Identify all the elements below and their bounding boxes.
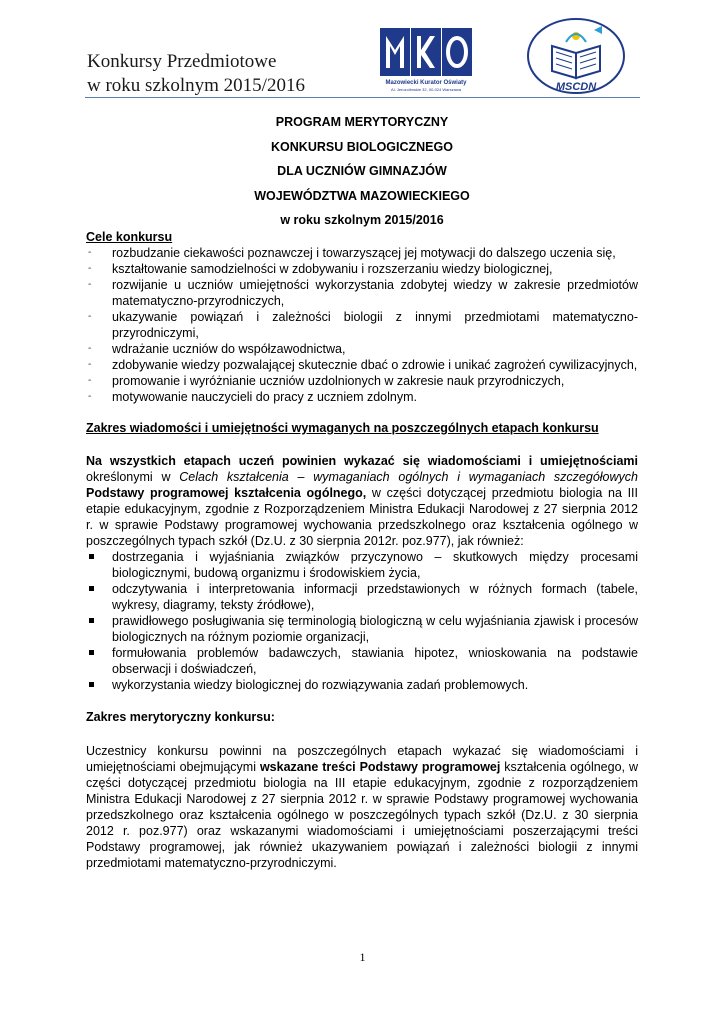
scope-text-2: w części dotyczącej przedmiotu biologia na III etapie edukacyjnym, zgodnie z Rozporządzeniem Ministra Edukacji Narodowej z 27 sierpnia 2012 r. w sprawie Podstawy programowej wychowania przedszkolnego oraz kształcenia ogólnego w poszczególnych typach szkół (Dz.U. z 30 sierpnia 2012r. poz.977), jak również: bbox=[86, 486, 639, 548]
title-line2: KONKURSU BIOLOGICZNEGO bbox=[271, 139, 453, 154]
goals-item: ‐ kształtowanie samodzielności w zdobywaniu i rozszerzaniu wiedzy biologicznej, bbox=[86, 261, 638, 277]
goals-item: ‐ rozwijanie u uczniów umiejętności wykorzystania zdobytej wiedzy w zakresie przedmiotów matematyczno-przyrodniczych, bbox=[86, 277, 638, 309]
scope-item: odczytywania i interpretowania informacji przedstawionych w różnych formach (tabele, wykresy, diagramy, teksty źródłowe), bbox=[86, 581, 638, 613]
goals-item: ‐ wdrażanie uczniów do współzawodnictwa, bbox=[86, 341, 638, 357]
header-title-line1: Konkursy Przedmiotowe bbox=[87, 51, 277, 72]
goals-item: ‐ rozbudzanie ciekawości poznawczej i towarzyszącej jej motywacji do dalszego uczenia się, bbox=[86, 245, 638, 261]
header-title bbox=[87, 50, 305, 98]
title-line1: PROGRAM MERYTORYCZNY bbox=[275, 115, 449, 129]
goals-item: ‐ zdobywanie wiedzy pozwalającej skutecznie dbać o zdrowie i unikać zagrożeń cywilizacyjnych, bbox=[86, 357, 638, 373]
scope-paragraph bbox=[86, 453, 638, 549]
scope-item: dostrzegania i wyjaśniania związków przyczynowo – skutkowych między procesami biologicznymi, budową organizmu i środowiskiem życia, bbox=[86, 549, 638, 581]
mko-logo-name: Mazowiecki Kurator Oświaty bbox=[385, 80, 467, 86]
title-line5: w roku szkolnym 2015/2016 bbox=[280, 213, 444, 227]
scope-item: formułowania problemów badawczych, stawiania hipotez, wnioskowania na podstawie obserwacji i doświadczeń, bbox=[86, 645, 638, 677]
scope-text-1: określonymi w bbox=[86, 470, 180, 484]
document-title bbox=[86, 110, 638, 233]
scope-bold-2: Podstawy programowej kształcenia ogólnego, bbox=[86, 486, 367, 500]
goals-heading: Cele konkursu bbox=[86, 230, 173, 244]
scope-heading: Zakres wiadomości i umiejętności wymaganych na poszczególnych etapach konkursu bbox=[86, 421, 599, 435]
scope-item: wykorzystania wiedzy biologicznej do rozwiązywania zadań problemowych. bbox=[86, 677, 638, 693]
merit-bold: wskazane treści Podstawy programowej bbox=[259, 760, 501, 774]
merit-heading: Zakres merytoryczny konkursu: bbox=[86, 710, 275, 724]
scope-bold-1: Na wszystkich etapach uczeń powinien wykazać się wiadomościami i umiejętnościami bbox=[86, 454, 638, 468]
goals-item: ‐ motywowanie nauczycieli do pracy z uczniem zdolnym. bbox=[86, 389, 638, 405]
goals-item: ‐ promowanie i wyróżnianie uczniów uzdolnionych w zakresie nauk przyrodniczych, bbox=[86, 373, 638, 389]
merit-text-2: kształcenia ogólnego, w części dotyczącej przedmiotu biologia na III etapie edukacyjnym, zgodnie z rozporządzeniem Ministra Edukacji Narodowej z 27 sierpnia 2012 r. w sprawie Podstawy programowej wychowania przedszkolnego oraz kształcenia ogólnego w poszczególnych typach szkół (Dz.U. z 30 sierpnia 2012 r. poz.977) oraz wskazanymi wiadomościami i umiejętnościami poszerzającymi treści Podstawy programowej, jak również ukazywaniem powiązań i zależności biologii z innymi przedmiotami matematyczno-przyrodniczymi. bbox=[86, 760, 638, 870]
merit-text-1: Uczestnicy konkursu powinni na poszczególnych etapach wykazać się wiadomościami i umiejętnościami obejmującymi bbox=[86, 744, 638, 774]
header-title-line2: w roku szkolnym 2015/2016 bbox=[87, 75, 305, 96]
page-number: 1 bbox=[359, 950, 366, 964]
title-line3: DLA UCZNIÓW GIMNAZJÓW bbox=[277, 164, 447, 178]
scope-item: prawidłowego posługiwania się terminologią biologiczną w celu wyjaśniania zjawisk i procesów biologicznych na różnym poziomie organizacji, bbox=[86, 613, 638, 645]
mscdn-logo bbox=[522, 16, 630, 96]
goals-list bbox=[86, 245, 638, 405]
document-body bbox=[86, 229, 638, 871]
mko-logo bbox=[380, 28, 472, 96]
title-line4: WOJEWÓDZTWA MAZOWIECKIEGO bbox=[254, 188, 470, 203]
scope-list bbox=[86, 549, 638, 693]
header-divider bbox=[85, 97, 640, 98]
merit-paragraph bbox=[86, 743, 638, 871]
mscdn-logo-text: MSCDN bbox=[555, 81, 597, 93]
mko-logo-address: Al. Jerozolimskie 32, 00-024 Warszawa bbox=[391, 87, 461, 92]
scope-italic: Celach kształcenia – wymaganiach ogólnych i wymaganiach szczegółowych bbox=[179, 470, 638, 484]
goals-item: ‐ ukazywanie powiązań i zależności biologii z innymi przedmiotami matematyczno-przyrodniczymi, bbox=[86, 309, 638, 341]
